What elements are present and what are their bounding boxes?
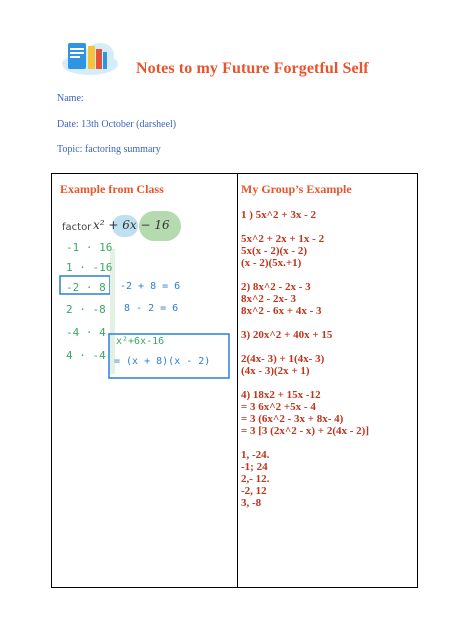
pair-2: 1 · -16	[66, 261, 113, 274]
group-line-19: 3, -8	[241, 497, 262, 509]
pair-3: -2 · 8	[66, 281, 106, 294]
group-line-1: 1 ) 5x^2 + 3x - 2	[241, 209, 316, 221]
group-line-3: 5x(x - 2)(x - 2)	[241, 245, 307, 257]
examples-table	[51, 173, 418, 588]
group-line-15: 1, -24.	[241, 449, 270, 461]
check-sum-1: -2 + 8 = 6	[120, 281, 181, 292]
left-column-header: Example from Class	[60, 182, 164, 196]
right-column-header: My Group’s Example	[241, 182, 352, 196]
group-line-11: 4) 18x2 + 15x -12	[241, 389, 321, 401]
pair-5: -4 · 4	[66, 326, 106, 339]
group-line-2: 5x^2 + 2x + 1x - 2	[241, 233, 325, 245]
pair-6: 4 · -4	[66, 349, 106, 362]
group-line-18: -2, 12	[241, 485, 267, 497]
group-line-8: 3) 20x^2 + 40x + 15	[241, 329, 333, 341]
group-line-17: 2,- 12.	[241, 473, 270, 485]
group-gap-2	[241, 269, 411, 281]
boxed-expression: x²+6x-16	[116, 336, 165, 347]
group-line-4: (x - 2)(5x.+1)	[241, 257, 302, 269]
group-gap-5	[241, 377, 411, 389]
group-line-14: = 3 [3 (2x^2 - x) + 2(4x - 2)]	[241, 425, 369, 437]
topic-line: Topic: factoring summary	[57, 144, 161, 155]
check-sum-2: 8 - 2 = 6	[124, 303, 179, 314]
group-gap-4	[241, 341, 411, 353]
pair-4: 2 · -8	[66, 303, 106, 316]
group-line-7: 8x^2 - 6x + 4x - 3	[241, 305, 322, 317]
group-line-16: -1; 24	[241, 461, 268, 473]
group-line-5: 2) 8x^2 - 2x - 3	[241, 281, 311, 293]
group-gap-3	[241, 317, 411, 329]
pair-1: -1 · 16	[66, 241, 113, 254]
group-line-13: = 3 (6x^2 - 3x + 8x- 4)	[241, 413, 344, 425]
group-line-10: (4x - 3)(2x + 1)	[241, 365, 310, 377]
group-gap-1	[241, 221, 411, 233]
group-line-9: 2(4x- 3) + 1(4x- 3)	[241, 353, 325, 365]
document-title: Notes to my Future Forgetful Self	[136, 60, 369, 77]
group-line-12: = 3 6x^2 +5x - 4	[241, 401, 316, 413]
group-gap-6	[241, 437, 411, 449]
group-example	[241, 209, 411, 509]
group-line-6: 8x^2 - 2x- 3	[241, 293, 296, 305]
table-divider	[237, 174, 238, 587]
factor-label: factor	[62, 222, 92, 233]
books-cloud-icon	[60, 40, 122, 76]
factored-result: = (x + 8)(x - 2)	[114, 356, 211, 367]
factor-expression: x² + 6x − 16	[93, 218, 170, 232]
date-line: Date: 13th October (darsheel)	[57, 119, 177, 130]
name-label: Name:	[57, 93, 84, 104]
